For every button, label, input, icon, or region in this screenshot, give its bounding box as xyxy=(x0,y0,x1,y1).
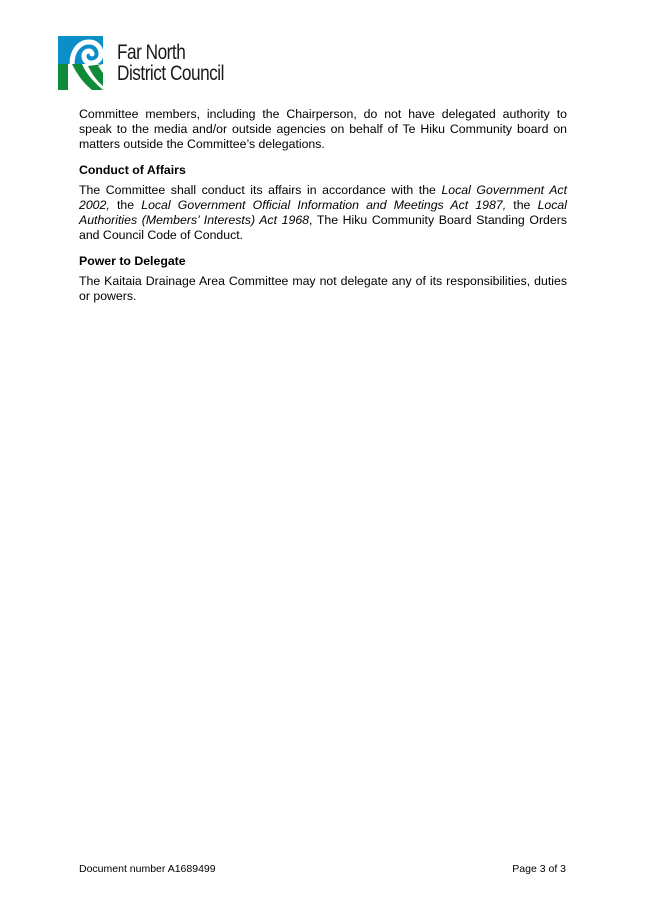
text-span: , The Hiku Community Board Standing Orders and Council Code of Conduct. xyxy=(79,213,567,242)
logo-line-2: District Council xyxy=(117,62,224,85)
text-span: The Committee shall conduct its affairs in accordance with the xyxy=(79,183,442,197)
text-span: the xyxy=(109,198,142,212)
logo-wordmark xyxy=(117,42,224,84)
document-number: Document number A1689499 xyxy=(79,863,216,875)
paragraph-conduct-of-affairs xyxy=(79,183,567,243)
heading-conduct-of-affairs: Conduct of Affairs xyxy=(79,163,186,177)
act-title: Local Authorities (Members’ Interests) Act 1968 xyxy=(79,198,567,227)
document-body xyxy=(79,107,567,304)
act-title: Local Government Act 2002, xyxy=(79,183,567,212)
logo-line-1: Far North xyxy=(117,41,186,64)
heading-power-to-delegate: Power to Delegate xyxy=(79,254,186,268)
text-span: the xyxy=(506,198,538,212)
paragraph-power-to-delegate: The Kaitaia Drainage Area Committee may not delegate any of its responsibilities, duties or powers. xyxy=(79,274,567,303)
act-title: Local Government Official Information and Meetings Act 1987, xyxy=(141,198,507,212)
paragraph-delegated-authority: Committee members, including the Chairperson, do not have delegated authority to speak to the media and/or outside agencies on behalf of Te Hiku Community board on matters outside the Committee’s delegations. xyxy=(79,107,567,151)
council-logo xyxy=(58,36,247,90)
fern-koru-logo-icon xyxy=(58,36,103,90)
page-number: Page 3 of 3 xyxy=(512,863,566,875)
